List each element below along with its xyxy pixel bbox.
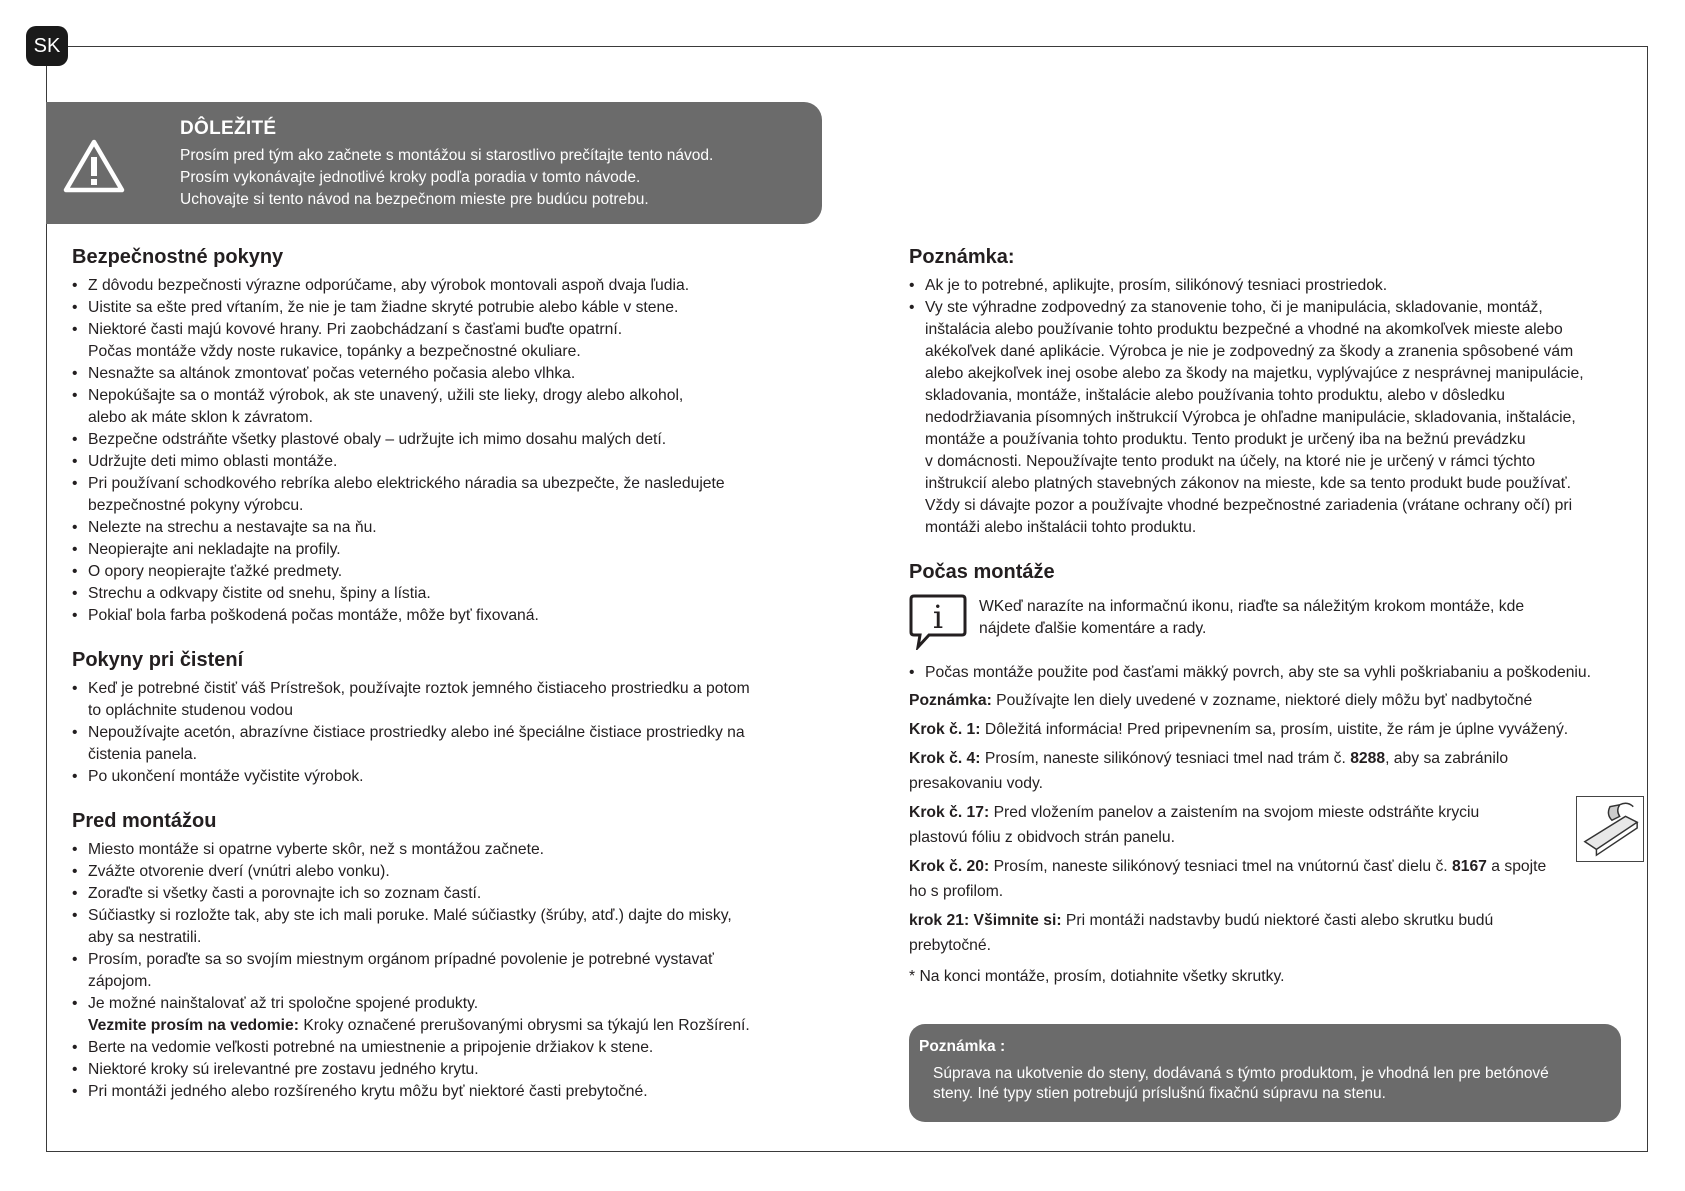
wall-kit-note-title: Poznámka :: [919, 1038, 1006, 1055]
important-lines: [180, 145, 713, 211]
list-item: • Uistite sa ešte pred vŕtaním, že nie je tam žiadne skryté potrubie alebo káble v stene.: [72, 297, 822, 319]
list-item-continuation: inštalácia alebo používanie tohto produktu bezpečné a vhodné na akomkoľvek mieste alebo: [925, 321, 1563, 338]
list-item: • Nelezte na strechu a nestavajte sa na ňu.: [72, 517, 822, 539]
list-item: • Strechu a odkvapy čistite od snehu, špiny a lístia.: [72, 583, 822, 605]
list-item: • Počas montáže použite pod časťami mäkký povrch, aby ste sa vyhli poškriabaniu a poškodeniu.: [909, 662, 1644, 684]
step-20: [909, 854, 1644, 904]
note-section: [909, 246, 1644, 539]
list-item: • Bezpečne odstráňte všetky plastové obaly – udržujte ich mimo dosahu malých detí.: [72, 429, 822, 451]
note-list: [909, 275, 1644, 539]
wall-kit-note-line: Súprava na ukotvenie do steny, dodávaná s týmto produktom, je vhodná len pre betónové: [933, 1065, 1549, 1082]
step-1: [909, 717, 1644, 742]
info-line: WKeď narazíte na informačnú ikonu, riaďte sa náležitým krokom montáže, kde: [979, 598, 1525, 615]
svg-text:i: i: [932, 598, 944, 636]
step-4-text-b: , aby sa zabránilo: [1385, 750, 1509, 767]
important-banner: [46, 102, 822, 224]
list-item-continuation: akékoľvek dané aplikácie. Výrobca je nie je zodpovedný za škody a zranenia spôsobené vám: [925, 343, 1574, 360]
step-1-label: Krok č. 1:: [909, 721, 981, 738]
list-item: • Berte na vedomie veľkosti potrebné na umiestnenie a pripojenie držiakov k stene.: [72, 1037, 822, 1059]
list-item: • Pri používaní schodkového rebríka alebo elektrického náradia sa ubezpečte, že nasledujete: [72, 473, 822, 495]
important-title: DÔLEŽITÉ: [180, 118, 277, 139]
list-item: • Po ukončení montáže vyčistite výrobok.: [72, 766, 822, 788]
step-17: [909, 800, 1644, 850]
note-title: Poznámka:: [909, 246, 1015, 268]
cleaning-section: [72, 649, 822, 788]
list-item: • Nepokúšajte sa o montáž výrobok, ak ste unavený, užili ste lieky, drogy alebo alkohol,: [72, 385, 822, 407]
list-item-continuation: skladovania, montáže, inštalácie alebo používania tohto produktu, alebo v dôsledku: [925, 387, 1505, 404]
step-4-text: Prosím, naneste silikónový tesniaci tmel nad trám č.: [980, 750, 1351, 767]
list-item-continuation: alebo akejkoľvek inej osobe alebo za škody na majetku, vyplývajúce z nesprávnej manipulácie,: [925, 365, 1584, 382]
step-20-text-b: a spojte: [1486, 858, 1547, 875]
list-item: • Udržujte deti mimo oblasti montáže.: [72, 451, 822, 473]
step-21-text-b: prebytočné.: [909, 937, 991, 954]
during-assembly-section: [909, 561, 1644, 989]
list-item-continuation: inštrukcií alebo platných stavebných zákonov na mieste, kde sa tento produkt bude používať.: [925, 475, 1571, 492]
during-list: [909, 662, 1644, 684]
list-item: • Nesnažte sa altánok zmontovať počas veterného počasia alebo vlhka.: [72, 363, 822, 385]
important-line: Uchovajte si tento návod na bezpečnom mieste pre budúcu potrebu.: [180, 191, 649, 208]
step-4: [909, 746, 1644, 796]
list-item: • Vy ste výhradne zodpovedný za stanovenie toho, či je manipulácia, skladovanie, montáž,: [909, 297, 1644, 319]
during-assembly-title: Počas montáže: [909, 561, 1055, 583]
list-item-continuation: montáže a používania tohto produktu. Tento produkt je určený iba na bežnú prevádzku: [925, 431, 1526, 448]
list-item: • Niektoré kroky sú irelevantné pre zostavu jedného krytu.: [72, 1059, 822, 1081]
list-item: • Keď je potrebné čistiť váš Prístrešok, používajte roztok jemného čistiaceho prostriedku a potom: [72, 678, 822, 700]
list-item-continuation: v domácnosti. Nepoužívajte tento produkt na účely, na ktoré nie je určený v rámci týchto: [925, 453, 1536, 470]
list-item-continuation: Počas montáže vždy noste rukavice, topánky a bezpečnostné okuliare.: [88, 343, 581, 360]
step-20-label: Krok č. 20:: [909, 858, 990, 875]
list-item: • Prosím, poraďte sa so svojím miestnym orgánom prípadné povolenie je potrebné vystavať: [72, 949, 822, 971]
safety-list: [72, 275, 822, 627]
important-line: Prosím vykonávajte jednotlivé kroky podľa poradia v tomto návode.: [180, 169, 641, 186]
list-item: • Neopierajte ani nekladajte na profily.: [72, 539, 822, 561]
list-item: • Miesto montáže si opatrne vyberte skôr, než s montážou začnete.: [72, 839, 822, 861]
wall-kit-note-line: steny. Iné typy stien potrebujú príslušnú fixačnú súpravu na stenu.: [933, 1085, 1386, 1102]
info-line: nájdete ďalšie komentáre a rady.: [979, 620, 1207, 637]
language-badge: SK: [26, 26, 68, 66]
before-assembly-title: Pred montážou: [72, 810, 217, 832]
list-item: • Zoraďte si všetky časti a porovnajte ich so zoznam častí.: [72, 883, 822, 905]
list-item: • Pri montáži jedného alebo rozšíreného krytu môžu byť niektoré časti prebytočné.: [72, 1081, 822, 1103]
list-item-continuation: zápojom.: [88, 973, 152, 990]
step-4-part-number: 8288: [1350, 750, 1386, 767]
step-17-label: Krok č. 17:: [909, 804, 990, 821]
list-item-continuation: montáži alebo inštalácii tohto produktu.: [925, 519, 1197, 536]
tighten-screws-note: * Na konci montáže, prosím, dotiahnite všetky skrutky.: [909, 968, 1285, 985]
list-item: • Niektoré časti majú kovové hrany. Pri zaobchádzaní s časťami buďte opatrní.: [72, 319, 822, 341]
list-item-continuation: alebo ak máte sklon k závratom.: [88, 409, 313, 426]
list-item-continuation: aby sa nestratili.: [88, 929, 202, 946]
list-item: • Pokiaľ bola farba poškodená počas montáže, môže byť fixovaná.: [72, 605, 822, 627]
list-item: • Súčiastky si rozložte tak, aby ste ich mali poruke. Malé súčiastky (šrúby, atď.) dajte do misky,: [72, 905, 822, 927]
list-item: • Nepoužívajte acetón, abrazívne čistiace prostriedky alebo iné špeciálne čistiace prostriedky na: [72, 722, 822, 744]
step-4-text-c: presakovaniu vody.: [909, 775, 1044, 792]
step-20-text-c: ho s profilom.: [909, 883, 1004, 900]
cleaning-title: Pokyny pri čistení: [72, 649, 244, 671]
safety-title: Bezpečnostné pokyny: [72, 246, 284, 268]
before-assembly-section: [72, 810, 822, 1103]
parts-note: [909, 688, 1644, 713]
step-4-label: Krok č. 4:: [909, 750, 981, 767]
warning-triangle-icon: [62, 138, 126, 194]
cleaning-list: [72, 678, 822, 788]
step-20-part-number: 8167: [1452, 858, 1487, 875]
info-icon: [909, 592, 967, 650]
extension-note: [72, 1015, 822, 1037]
list-item-continuation: bezpečnostné pokyny výrobcu.: [88, 497, 304, 514]
step-17-text-b: plastovú fóliu z obidvoch strán panelu.: [909, 829, 1175, 846]
info-text: [979, 592, 1524, 640]
step-21-text: Pri montáži nadstavby budú niektoré časti alebo skrutku budú: [1061, 912, 1494, 929]
step-21-label: krok 21: Všimnite si:: [909, 912, 1062, 929]
step-17-text: Pred vložením panelov a zaistením na svojom mieste odstráňte kryciu: [989, 804, 1480, 821]
important-line: Prosím pred tým ako začnete s montážou si starostlivo prečítajte tento návod.: [180, 147, 714, 164]
before-assembly-list: [72, 839, 822, 1103]
list-item: • Ak je to potrebné, aplikujte, prosím, silikónový tesniaci prostriedok.: [909, 275, 1644, 297]
list-item: • Je možné nainštalovať až tri spoločne spojené produkty.: [72, 993, 822, 1015]
right-column: [909, 246, 1644, 1011]
list-item-continuation: to opláchnite studenou vodou: [88, 702, 293, 719]
wall-kit-note-box: [909, 1024, 1621, 1122]
step-21: [909, 908, 1644, 958]
film-removal-illustration-icon: [1576, 796, 1644, 862]
wall-kit-note-body: [919, 1064, 1611, 1104]
extension-note-label: Vezmite prosím na vedomie:: [88, 1017, 299, 1034]
left-column: [72, 246, 822, 1125]
list-item: • Zvážte otvorenie dverí (vnútri alebo vonku).: [72, 861, 822, 883]
list-item-continuation: Vždy si dávajte pozor a používajte vhodné bezpečnostné zariadenia (vrátane ochrany očí) pri: [925, 497, 1573, 514]
parts-note-text: Používajte len diely uvedené v zozname, niektoré diely môžu byť nadbytočné: [991, 692, 1533, 709]
extension-note-text: Kroky označené prerušovanými obrysmi sa týkajú len Rozšírení.: [298, 1017, 750, 1034]
info-row: [909, 592, 1644, 650]
parts-note-label: Poznámka:: [909, 692, 992, 709]
safety-section: [72, 246, 822, 627]
step-1-text: Dôležitá informácia! Pred pripevnením sa, prosím, uistite, že rám je úplne vyvážený.: [980, 721, 1569, 738]
list-item-continuation: nedodržiavania písomných inštrukcií Výrobca je ohľadne manipulácie, skladovania, inštalácie,: [925, 409, 1576, 426]
list-item-continuation: čistenia panela.: [88, 746, 198, 763]
list-item: • O opory neopierajte ťažké predmety.: [72, 561, 822, 583]
list-item: • Z dôvodu bezpečnosti výrazne odporúčame, aby výrobok montovali aspoň dvaja ľudia.: [72, 275, 822, 297]
step-20-text: Prosím, naneste silikónový tesniaci tmel na vnútornú časť dielu č.: [989, 858, 1452, 875]
